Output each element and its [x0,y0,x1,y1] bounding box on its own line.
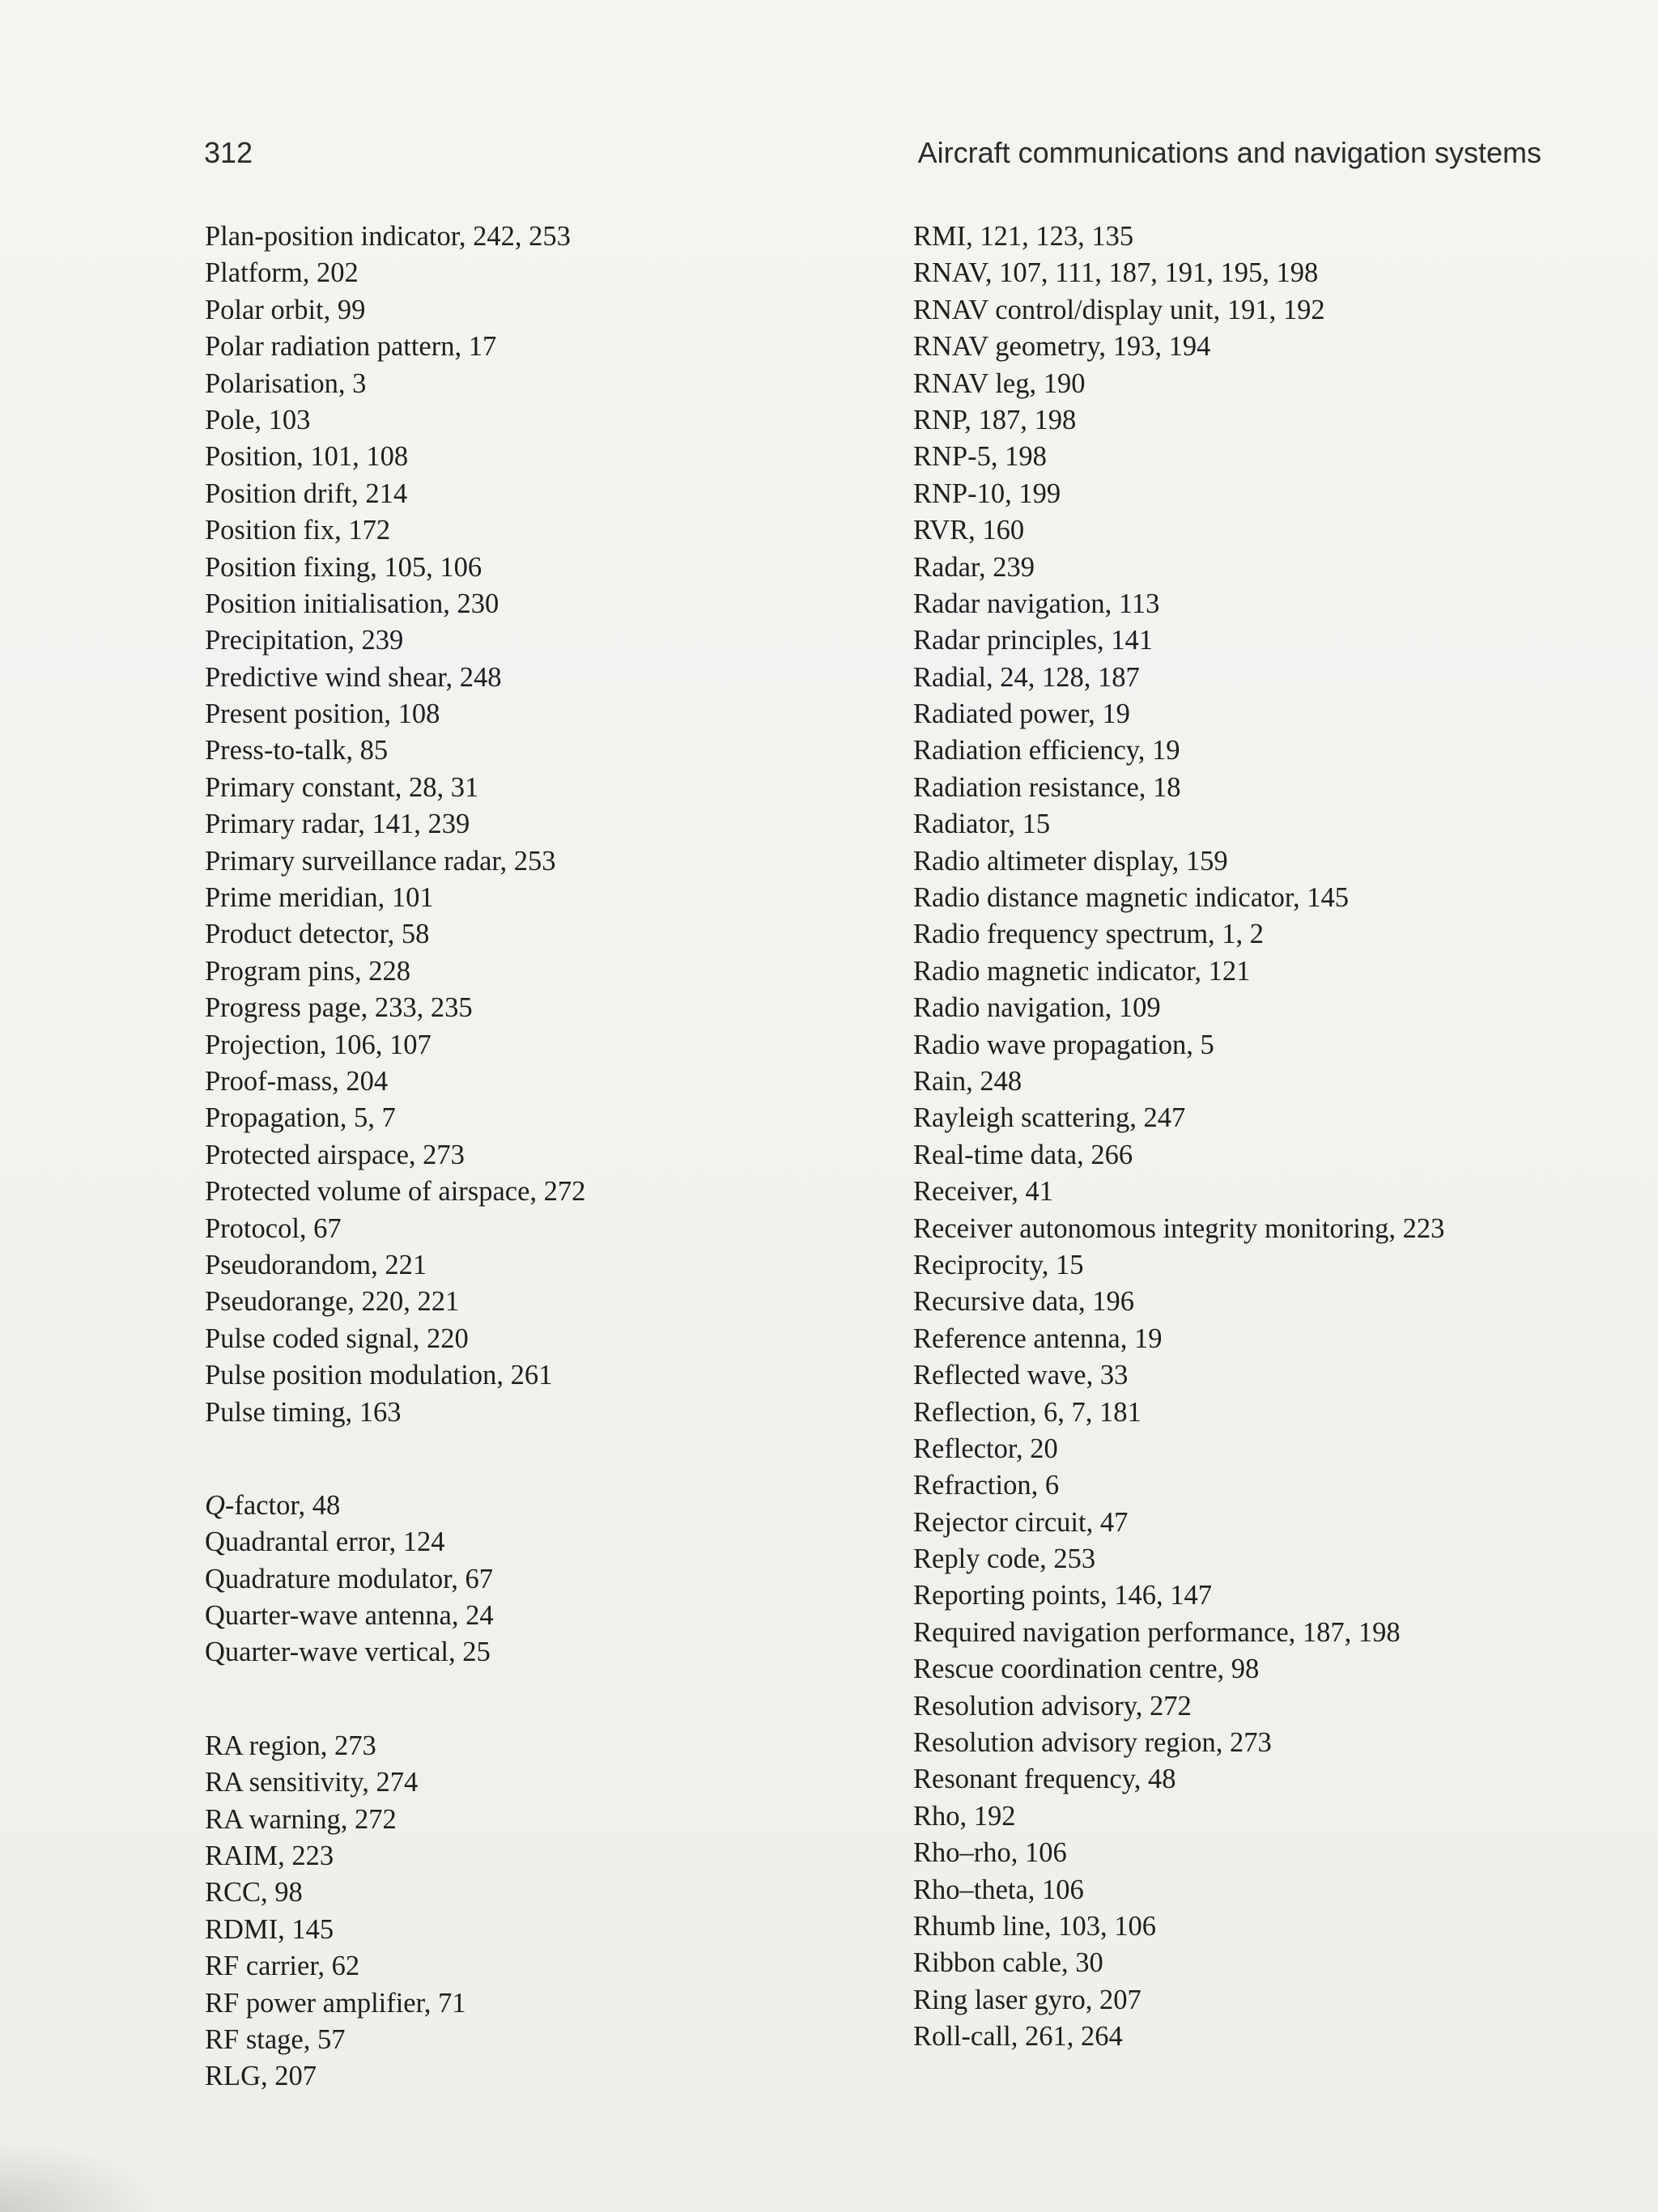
q-factor-text: -factor, 48 [224,1489,341,1521]
index-entry: RNAV leg, 190 [913,367,1086,399]
index-entry: RNAV geometry, 193, 194 [913,331,1211,363]
page-number: 312 [204,136,253,169]
index-entry: Rain, 248 [913,1065,1022,1097]
index-entry: Radio navigation, 109 [913,992,1161,1024]
index-entry: Quarter-wave antenna, 24 [205,1600,494,1632]
index-entry: Rho, 192 [913,1800,1016,1832]
index-entry: Predictive wind shear, 248 [205,661,502,693]
index-entry: Pulse timing, 163 [205,1396,402,1428]
page-header [204,136,1541,173]
index-entry: Pseudorange, 220, 221 [205,1286,460,1318]
index-entry: Rescue coordination centre, 98 [913,1654,1260,1685]
index-entry: Reporting points, 146, 147 [913,1580,1212,1611]
index-entry: Primary radar, 141, 239 [205,809,470,840]
index-entry: Resolution advisory region, 273 [913,1727,1272,1759]
index-entry: Radar principles, 141 [913,625,1154,656]
index-entry: RCC, 98 [205,1877,303,1908]
index-entry: RLG, 207 [205,2061,317,2092]
index-entry: Protected volume of airspace, 272 [205,1176,586,1208]
index-column-right [913,219,1569,2056]
index-entry [205,1488,658,1524]
index-entry: Prime meridian, 101 [205,882,434,914]
index-entry: Resonant frequency, 48 [913,1764,1176,1795]
index-entry: Receiver, 41 [913,1176,1053,1208]
index-entry: Rho–rho, 106 [913,1837,1067,1869]
index-entry: RNAV, 107, 111, 187, 191, 195, 198 [913,257,1319,289]
index-entry: Primary constant, 28, 31 [205,771,479,803]
index-entry: Protocol, 67 [205,1212,342,1244]
index-entry: Progress page, 233, 235 [205,992,473,1024]
index-entry: RMI, 121, 123, 135 [913,221,1134,252]
index-entry: Rhumb line, 103, 106 [913,1910,1156,1942]
index-entry: Radial, 24, 128, 187 [913,661,1140,693]
letter-group-gap [205,1431,658,1488]
index-column-left [205,219,658,2095]
index-entry: Rayleigh scattering, 247 [913,1102,1186,1134]
index-entry: Pulse position modulation, 261 [205,1360,553,1391]
index-entry: Propagation, 5, 7 [205,1102,396,1134]
index-entry: Radio distance magnetic indicator, 145 [913,882,1350,914]
index-entry: Pulse coded signal, 220 [205,1323,469,1354]
index-entry: Radar navigation, 113 [913,588,1160,619]
index-entry: Present position, 108 [205,698,440,730]
index-entry: Radio magnetic indicator, 121 [913,955,1251,987]
index-entry: Precipitation, 239 [205,625,404,656]
index-entry: RNP-5, 198 [913,441,1047,473]
index-entry: Roll-call, 261, 264 [913,2021,1123,2053]
index-entry: Polarisation, 3 [205,367,367,399]
index-entry: RNP, 187, 198 [913,404,1077,435]
index-entry: Rejector circuit, 47 [913,1506,1129,1538]
index-entry: Platform, 202 [205,257,359,289]
index-entry: Reply code, 253 [913,1543,1096,1575]
index-entry: RA region, 273 [205,1730,376,1761]
index-entry: Radar, 239 [913,551,1035,583]
index-entry: Rho–theta, 106 [913,1874,1084,1905]
index-entry: Radio wave propagation, 5 [913,1029,1214,1060]
index-entry: Real-time data, 266 [913,1139,1133,1170]
index-entry: Pole, 103 [205,404,311,435]
index-entry: Primary surveillance radar, 253 [205,845,556,877]
index-entry: Reflection, 6, 7, 181 [913,1396,1141,1428]
index-entry: Position fix, 172 [205,515,391,546]
index-entry: Recursive data, 196 [913,1286,1135,1318]
index-entry: RF power amplifier, 71 [205,1987,466,2019]
index-entry: Product detector, 58 [205,919,430,950]
index-entry: Quarter-wave vertical, 25 [205,1637,491,1668]
index-entry: Reference antenna, 19 [913,1323,1163,1354]
index-entry: Radiation resistance, 18 [913,771,1181,803]
index-entry: Ring laser gyro, 207 [913,1984,1141,2015]
page-corner-shadow [0,2139,162,2212]
index-entry: Polar radiation pattern, 17 [205,331,497,363]
index-entry: Press-to-talk, 85 [205,735,389,766]
index-entry: Proof-mass, 204 [205,1065,389,1097]
italic-q: Q [205,1489,225,1521]
index-entry: Radio altimeter display, 159 [913,845,1228,877]
index-entry: Radiation efficiency, 19 [913,735,1180,766]
index-entry: Pseudorandom, 221 [205,1249,427,1280]
index-entry: Projection, 106, 107 [205,1029,432,1060]
index-entry: Reflector, 20 [913,1433,1058,1464]
index-entry: Resolution advisory, 272 [913,1690,1192,1722]
index-entry: RNAV control/display unit, 191, 192 [913,294,1325,325]
index-entry: RNP-10, 199 [913,478,1061,509]
index-entry: Radio frequency spectrum, 1, 2 [913,919,1265,950]
index-entry: Position initialisation, 230 [205,588,500,619]
index-entry: RA sensitivity, 274 [205,1767,419,1798]
index-entry: Protected airspace, 273 [205,1139,465,1170]
index-entry: RAIM, 223 [205,1841,334,1872]
index-entry: Receiver autonomous integrity monitoring, 223 [913,1212,1445,1244]
index-entry: Quadrature modulator, 67 [205,1563,493,1594]
index-entry: Required navigation performance, 187, 198 [913,1616,1401,1648]
index-entry: Refraction, 6 [913,1470,1060,1501]
index-entry: Reciprocity, 15 [913,1249,1084,1280]
running-title: Aircraft communications and navigation systems [917,136,1541,169]
letter-group-gap [205,1671,658,1728]
index-entry: Plan-position indicator, 242, 253 [205,221,571,252]
index-entry: Position fixing, 105, 106 [205,551,483,583]
index-entry: RVR, 160 [913,515,1025,546]
index-entry: RF carrier, 62 [205,1951,360,1982]
index-entry: Program pins, 228 [205,955,410,987]
index-entry: Reflected wave, 33 [913,1360,1129,1391]
index-entry: RF stage, 57 [205,2023,346,2055]
index-entry: Radiated power, 19 [913,698,1130,730]
index-entry: Polar orbit, 99 [205,294,366,325]
index-entry: RA warning, 272 [205,1803,397,1835]
index-entry: Quadrantal error, 124 [205,1526,445,1558]
index-entry: Position drift, 214 [205,478,408,509]
index-entry: Ribbon cable, 30 [913,1947,1103,1979]
index-entry: Radiator, 15 [913,809,1051,840]
index-entry: Position, 101, 108 [205,441,409,473]
index-entry: RDMI, 145 [205,1913,334,1945]
